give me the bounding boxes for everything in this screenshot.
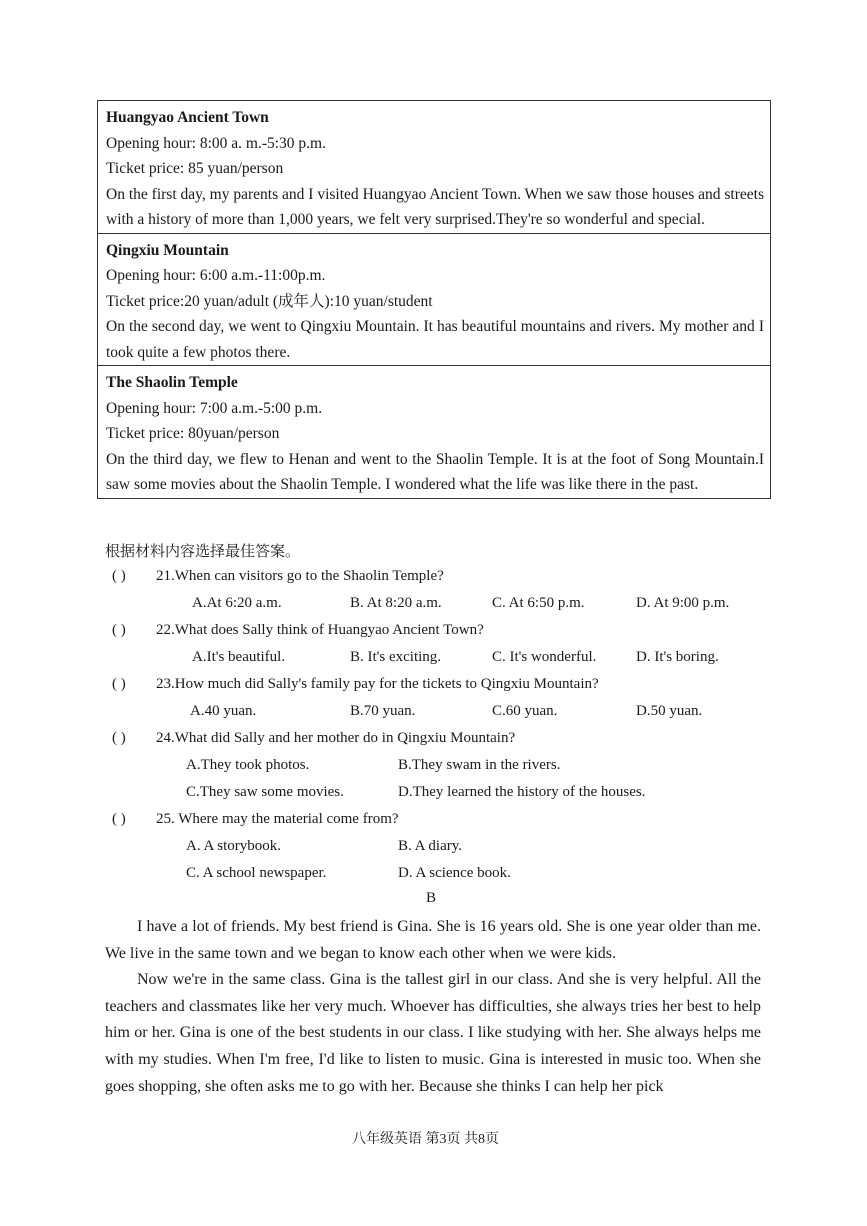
section-text: On the second day, we went to Qingxiu Mountain. It has beautiful mountains and rivers. My mother and I took quite a few photos there. [106,318,764,361]
passage-paragraph-2: Now we're in the same class. Gina is the tallest girl in our class. And she is very helpful. All the teachers and classmates like her very much. Whoever has difficulties, she always tries her best to help him or her. Gina is one of the best students in our class. I like studying with her. She always helps me with my studies. When I'm free, I'd like to listen to music. Gina is interested in music too. When she goes shopping, she often asks me to go with her. Because she thinks I can help her pick [105,971,761,1095]
instruction: 根据材料内容选择最佳答案。 [105,544,301,560]
answer-blank[interactable]: ( ) [112,811,126,827]
attractions-table [97,100,771,499]
section-b-heading: B [426,890,437,906]
page-footer: 八年级英语 第3页 共8页 [352,1132,499,1147]
answer-blank[interactable]: ( ) [112,730,126,746]
option-c[interactable]: C. It's wonderful. [492,649,597,665]
question-text: 22.What does Sally think of Huangyao Ancient Town? [156,622,484,638]
section-title: Qingxiu Mountain [106,241,229,259]
opening-hour: Opening hour: 7:00 a.m.-5:00 p.m. [106,399,323,417]
option-b[interactable]: B. At 8:20 a.m. [350,595,442,611]
passage-paragraph-1: I have a lot of friends. My best friend is Gina. She is 16 years old. She is one year older than me. We live in the same town and we began to know each other when we were kids. [105,918,761,962]
option-c[interactable]: C. A school newspaper. [186,865,327,881]
section-text: On the first day, my parents and I visited Huangyao Ancient Town. When we saw those houses and streets with a history of more than 1,000 years, we felt very surprised.They're so wonderful and special. [106,185,764,228]
option-a[interactable]: A. A storybook. [186,838,282,854]
option-a[interactable]: A.At 6:20 a.m. [192,595,282,611]
section-text: On the third day, we flew to Henan and went to the Shaolin Temple. It is at the foot of Song Mountain.I saw some movies about the Shaolin Temple. I wondered what the life was like there in the past. [106,450,764,493]
answer-blank[interactable]: ( ) [112,622,126,638]
option-a[interactable]: A.They took photos. [186,757,310,773]
opening-hour: Opening hour: 6:00 a.m.-11:00p.m. [106,267,326,284]
ticket-price: Ticket price: 80yuan/person [106,425,280,442]
opening-hour: Opening hour: 8:00 a. m.-5:30 p.m. [106,134,326,152]
option-a[interactable]: A.40 yuan. [190,703,257,719]
table-section-shaolin [98,366,770,498]
question-text: 25. Where may the material come from? [156,811,399,827]
option-b[interactable]: B. It's exciting. [350,649,442,665]
option-b[interactable]: B. A diary. [398,838,463,854]
question-text: 23.How much did Sally's family pay for the tickets to Qingxiu Mountain? [156,676,599,692]
table-section-qingxiu [98,234,770,367]
option-a[interactable]: A.It's beautiful. [192,649,286,665]
option-c[interactable]: C.60 yuan. [492,703,558,719]
option-b[interactable]: B.70 yuan. [350,703,416,719]
section-title: The Shaolin Temple [106,374,238,391]
option-c[interactable]: C. At 6:50 p.m. [492,595,585,611]
option-d[interactable]: D. A science book. [398,865,511,881]
question-text: 24.What did Sally and her mother do in Qingxiu Mountain? [156,730,516,746]
answer-blank[interactable]: ( ) [112,676,126,692]
answer-blank[interactable]: ( ) [112,568,126,584]
option-d[interactable]: D. It's boring. [636,649,719,665]
option-c[interactable]: C.They saw some movies. [186,784,344,800]
option-b[interactable]: B.They swam in the rivers. [398,757,561,773]
option-d[interactable]: D.They learned the history of the houses. [398,784,646,800]
option-d[interactable]: D.50 yuan. [636,703,703,719]
question-text: 21.When can visitors go to the Shaolin Temple? [156,568,444,584]
ticket-price: Ticket price: 85 yuan/person [106,160,284,177]
section-title: Huangyao Ancient Town [106,109,269,126]
ticket-price: Ticket price:20 yuan/adult (成年人):10 yuan/student [106,292,433,310]
option-d[interactable]: D. At 9:00 p.m. [636,595,730,611]
table-section-huangyao [98,101,770,234]
